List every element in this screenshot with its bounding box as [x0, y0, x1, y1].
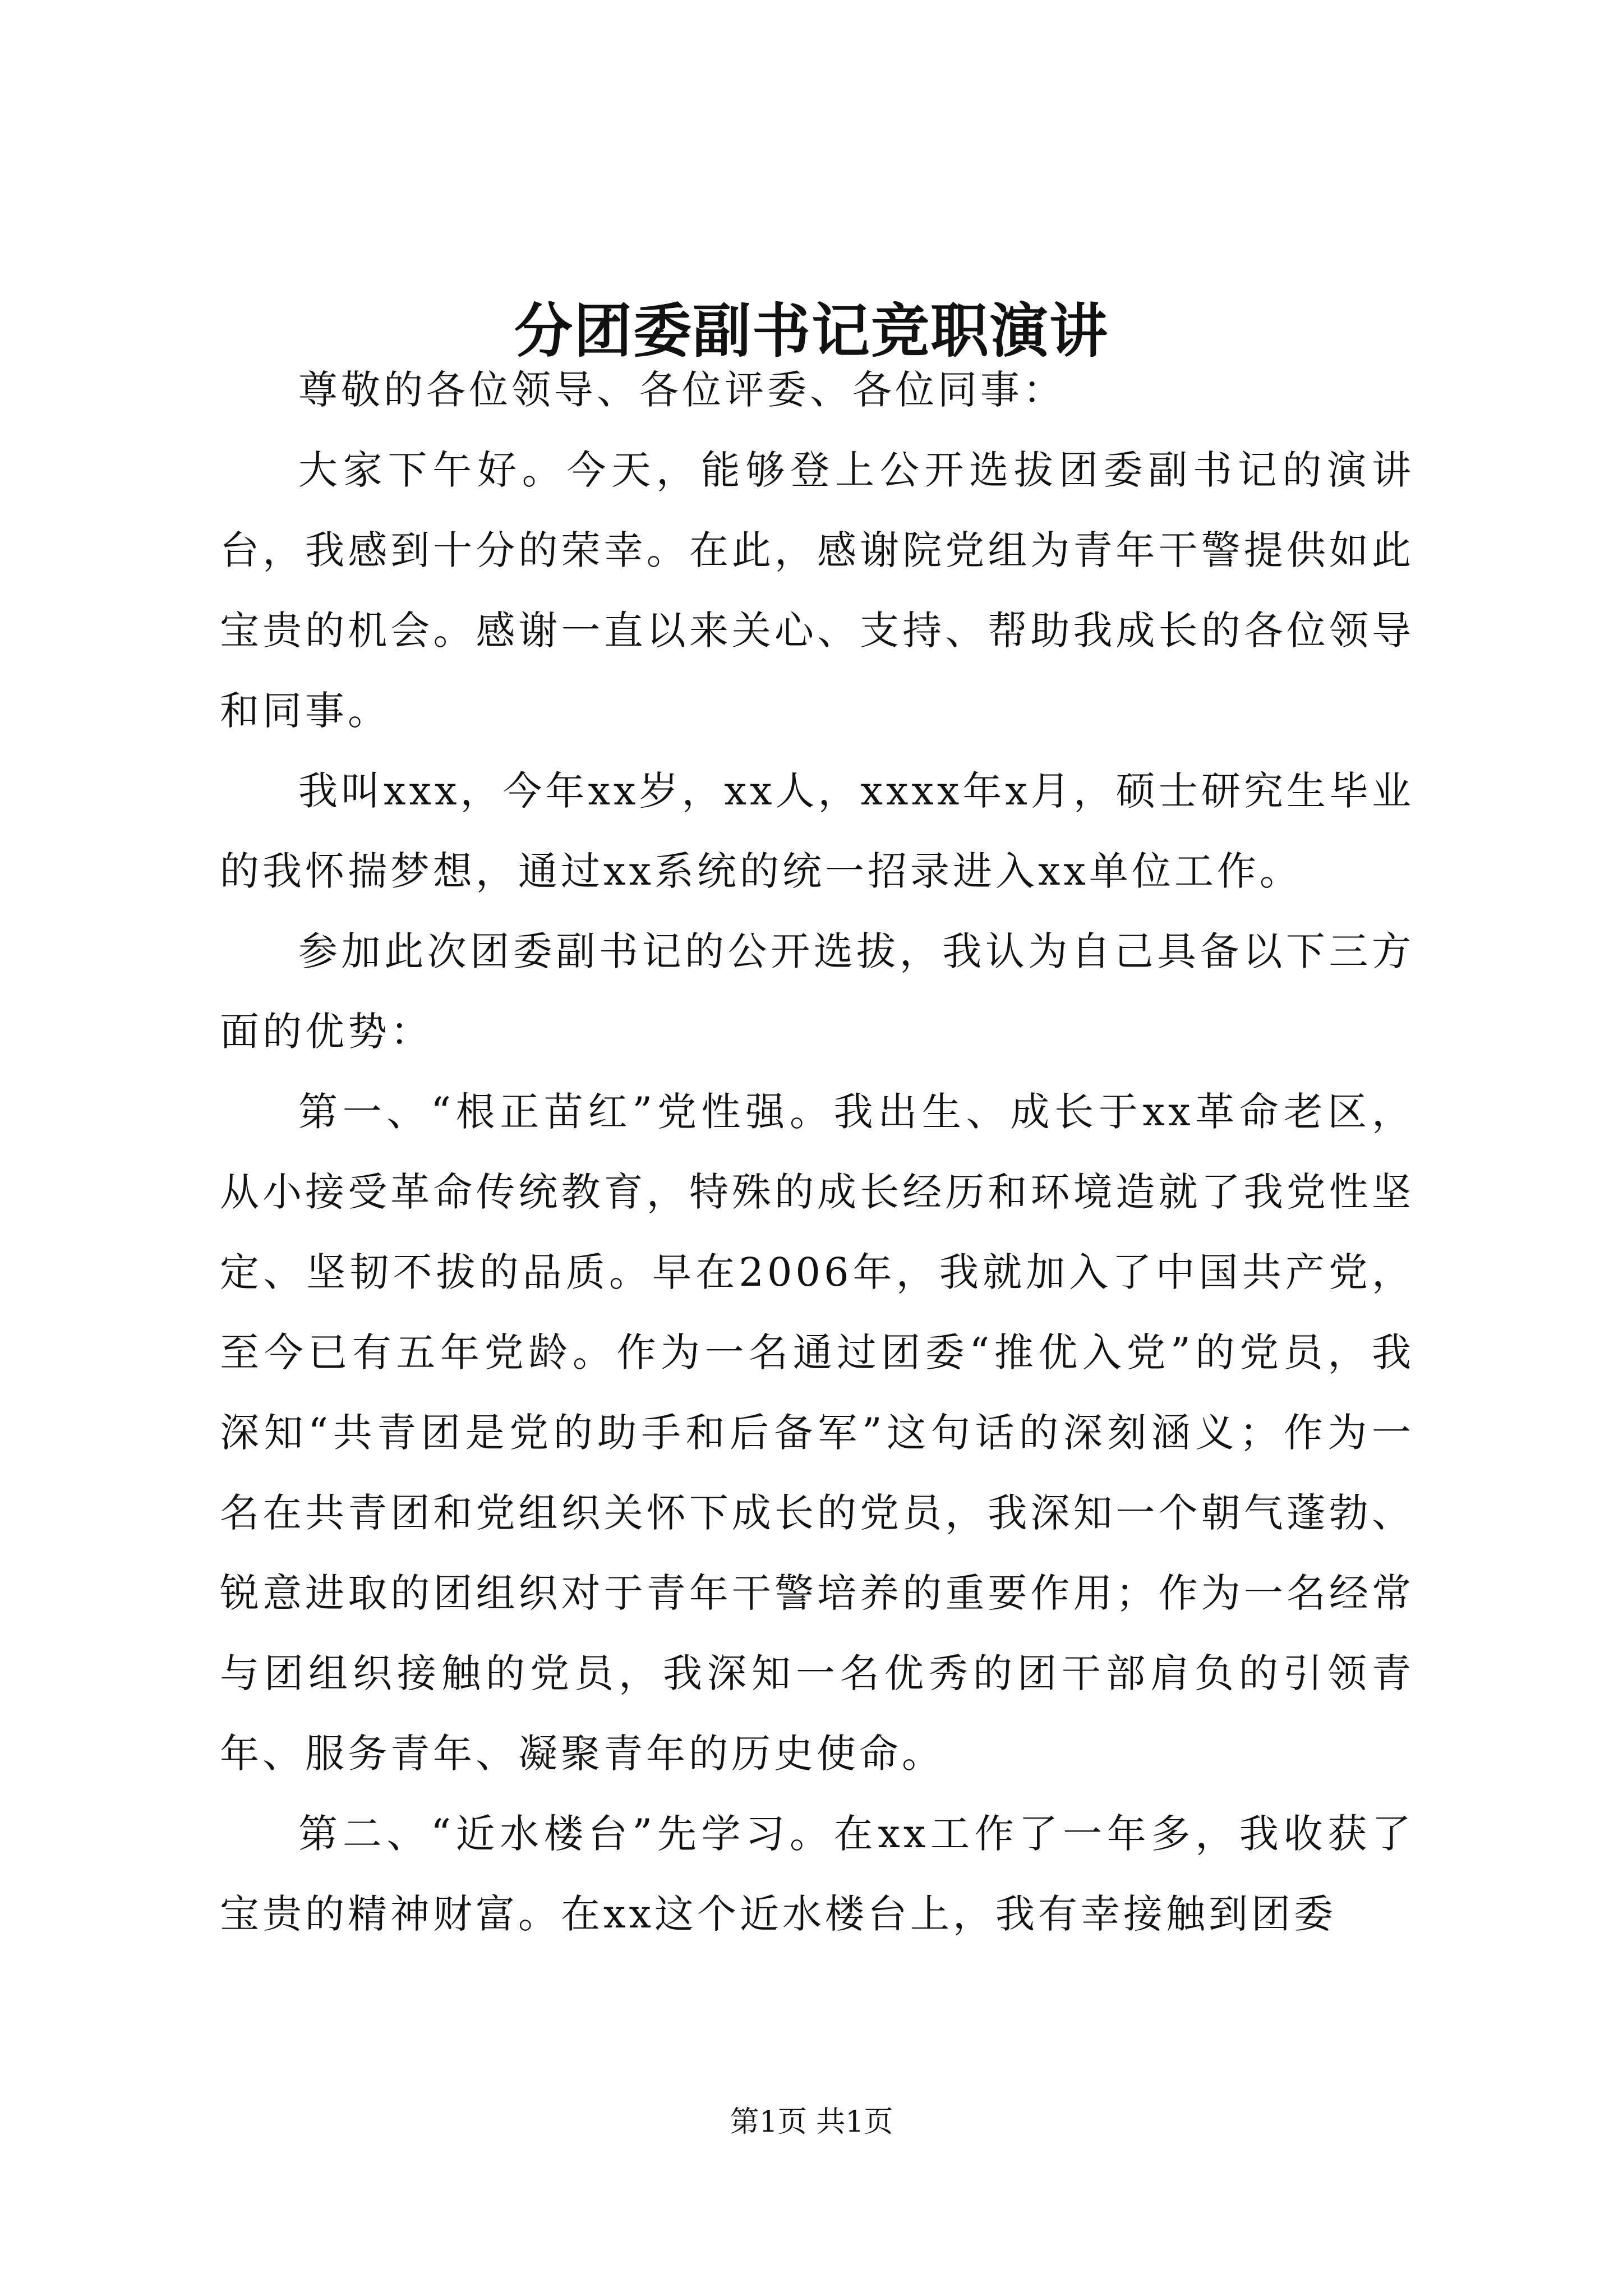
- paragraph-greeting: 大家下午好。今天，能够登上公开选拔团委副书记的演讲台，我感到十分的荣幸。在此，感谢院党组为青年干警提供如此宝贵的机会。感谢一直以来关心、支持、帮助我成长的各位领导和同事。: [220, 447, 1414, 734]
- document-title: 分团委副书记竞职演讲: [514, 296, 1109, 365]
- document-body: [220, 350, 1414, 1954]
- paragraph-advantages-intro: 参加此次团委副书记的公开选拔，我认为自己具备以下三方面的优势：: [220, 928, 1414, 1055]
- paragraph-salutation: 尊敬的各位领导、各位评委、各位同事：: [298, 367, 1066, 413]
- paragraph-advantage-two: 第二、“近水楼台”先学习。在xx工作了一年多，我收获了宝贵的精神财富。在xx这个近水楼台上，我有幸接触到团委: [220, 1811, 1414, 1937]
- paragraph-introduction: 我叫xxx，今年xx岁，xx人，xxxx年x月，硕士研究生毕业的我怀揣梦想，通过xx系统的统一招录进入xx单位工作。: [220, 768, 1414, 894]
- paragraph-advantage-one: 第一、“根正苗红”党性强。我出生、成长于xx革命老区，从小接受革命传统教育，特殊的成长经历和环境造就了我党性坚定、坚韧不拔的品质。早在2006年，我就加入了中国共产党，至今已有五年党龄。作为一名通过团委“推优入党”的党员，我深知“共青团是党的助手和后备军”这句话的深刻涵义；作为一名在共青团和党组织关怀下成长的党员，我深知一个朝气蓬勃、锐意进取的团组织对于青年干警培养的重要作用；作为一名经常与团组织接触的党员，我深知一名优秀的团干部肩负的引领青年、服务青年、凝聚青年的历史使命。: [220, 1089, 1414, 1777]
- page-number-footer: 第1页 共1页: [730, 2105, 893, 2139]
